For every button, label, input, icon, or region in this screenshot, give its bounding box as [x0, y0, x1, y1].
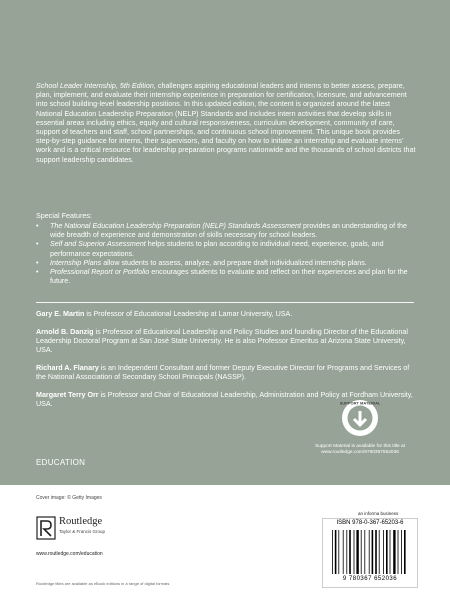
feature-text: helps students to plan according to individual need, experience, goals, and performance expectations.: [50, 240, 384, 258]
barcode-bar: [343, 530, 344, 574]
barcode-bar: [356, 530, 358, 574]
barcode-bar: [401, 530, 402, 574]
intro-title: School Leader Internship, 5th Edition,: [36, 82, 156, 90]
barcode-bar: [404, 530, 406, 574]
intro-paragraph: [36, 82, 416, 165]
barcode-bar: [369, 530, 370, 574]
feature-text: allow students to assess, analyze, and prepare draft individualized internship plans.: [101, 258, 367, 267]
publisher-subtitle: Taylor & Francis Group: [59, 529, 106, 534]
support-material-icon: [340, 398, 380, 438]
barcode-bar: [383, 530, 384, 574]
barcode-bar: [361, 530, 362, 574]
barcode-bar: [390, 530, 391, 574]
barcode-bar: [393, 530, 395, 574]
author-bio: [36, 364, 414, 382]
features-heading: Special Features:: [36, 211, 92, 220]
feature-text: encourages students to evaluate and reflect on their experiences and plan for the future.: [50, 268, 408, 286]
routledge-logo-icon: [36, 516, 56, 540]
intro-body: challenges aspiring educational leaders and interns to better assess, prepare, plan, implement, and evaluate their internship experience in preparation for certification, licensure, and advancement into school building-level leadership positions. In this updated edition, the content is organized around the latest National Education Leadership Preparation (NELP) Standards and includes intern activities that develop skills in essential areas including ethics, equity and cultural responsiveness, curriculum development, community of care, support of teachers and staff, school partnerships, and continuous school improvement. This unique book provides step-by-step guidance for interns, their supervisors, and faculty on how to initiate an internship and evaluate interns’ work and is a critical resource for leadership preparation programs nationwide and the thousands of school districts that support leadership candidates.: [36, 82, 416, 164]
barcode-bar: [386, 530, 388, 574]
ebook-footnote: Routledge titles are available as eBook editions in a range of digital formats: [36, 581, 170, 586]
author-name: Gary E. Martin: [36, 310, 85, 318]
barcode-bar: [364, 530, 365, 574]
isbn-label: ISBN 978-0-367-65203-6: [336, 520, 404, 526]
barcode-bar: [332, 530, 333, 574]
publisher-name: Routledge: [59, 516, 103, 527]
barcode: [330, 530, 412, 574]
author-name: Margaret Terry Orr: [36, 391, 99, 399]
author-bio: [36, 310, 414, 319]
barcode-bar: [354, 530, 355, 574]
support-material-block: [300, 398, 420, 468]
feature-item: [36, 222, 414, 240]
feature-title: Self and Superior Assessment: [50, 240, 146, 249]
barcode-number: 9 780367 652036: [342, 576, 398, 582]
informa-tagline: an informa business: [358, 511, 399, 516]
author-name: Arnold B. Danzig: [36, 328, 94, 336]
support-badge-text: SUPPORT MATERIAL: [340, 400, 380, 406]
feature-title: The National Education Leadership Preparation (NELP) Standards Assessment: [50, 222, 301, 230]
publisher-url[interactable]: www.routledge.com/education: [36, 551, 103, 557]
barcode-bar: [349, 530, 351, 574]
author-text: is Professor and Chair of Educational Leadership, Administration and Policy at Fordham University, USA.: [36, 391, 413, 409]
barcode-bar: [335, 530, 337, 574]
barcode-bar: [346, 530, 347, 574]
feature-item: [36, 268, 414, 286]
author-text: is Professor of Educational Leadership and Policy Studies and founding Director of the Educational Leadership Doctoral Program at San José State University. He is also Professor Emeritus at Arizona State University, USA.: [36, 328, 408, 355]
barcode-bar: [398, 530, 399, 574]
publisher-logo: [36, 516, 156, 546]
author-bio: [36, 328, 414, 356]
subject-category: EDUCATION: [36, 458, 86, 467]
barcode-bar: [372, 530, 374, 574]
feature-title: Professional Report or Portfolio: [50, 268, 150, 277]
barcode-bar: [375, 530, 377, 574]
support-url: www.routledge.com/9780367652036: [321, 450, 399, 455]
feature-title: Internship Plans: [50, 258, 102, 267]
author-text: is an Independent Consultant and former Deputy Executive Director for Programs and Services of the National Association of Secondary School Principals (NASSP).: [36, 364, 410, 382]
feature-item: [36, 259, 414, 268]
feature-text: provides an understanding of the wide breadth of experience and demonstration of skills necessary for school leaders.: [50, 222, 407, 240]
barcode-bar: [379, 530, 380, 574]
author-text: is Professor of Educational Leadership at Lamar University, USA.: [84, 310, 293, 318]
author-name: Richard A. Flanary: [36, 364, 99, 372]
cover-credit: Cover image: © Getty Images: [36, 495, 102, 501]
features-list: [36, 222, 414, 286]
feature-item: [36, 240, 414, 258]
support-line-1: Support Material is available for this title at: [314, 444, 406, 449]
barcode-bar: [338, 530, 339, 574]
divider: [36, 302, 414, 303]
